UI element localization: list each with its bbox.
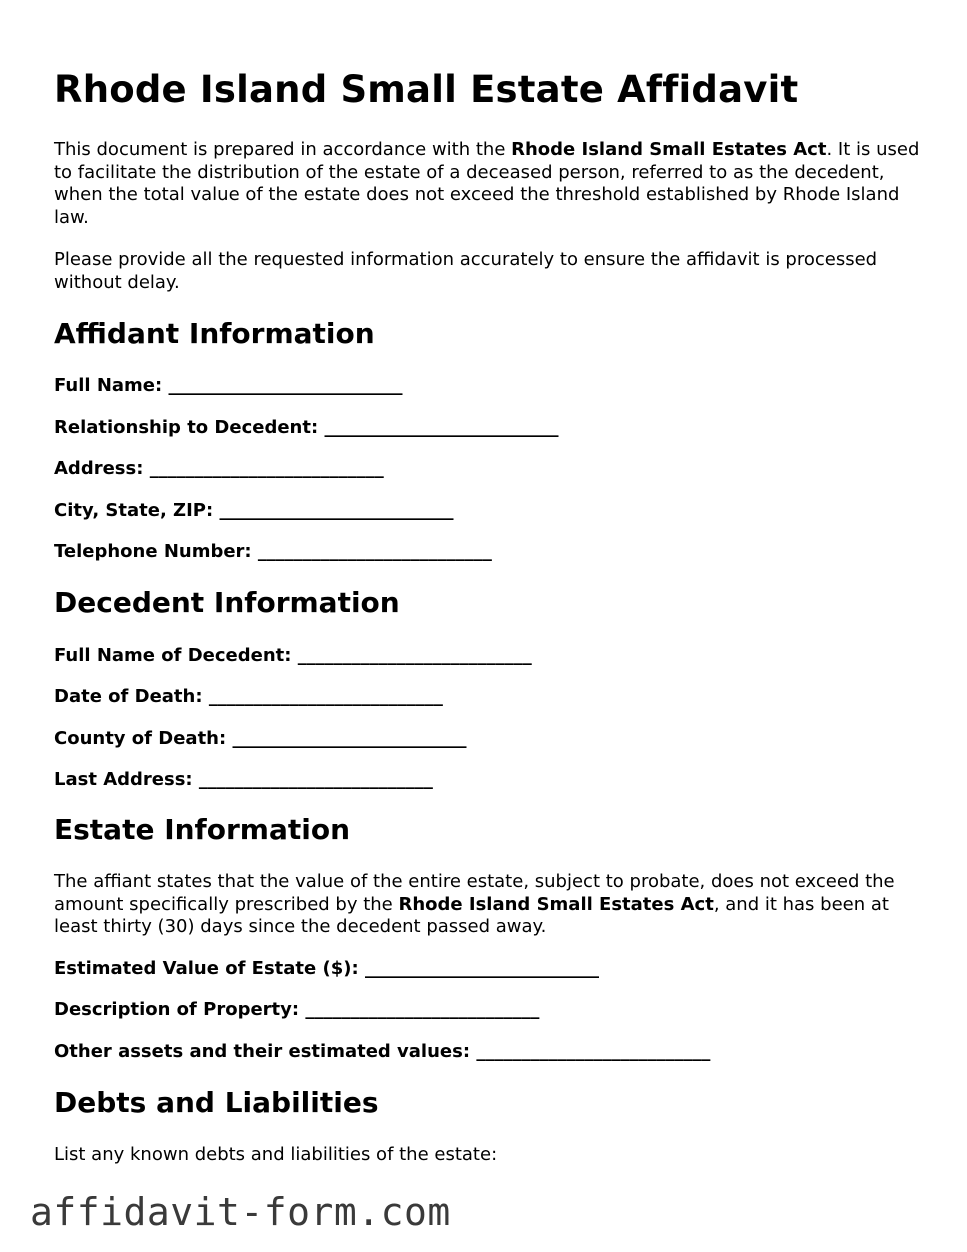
intro-text: This document is prepared in accordance with the (54, 139, 512, 160)
field-blank[interactable]: __________________________ (232, 728, 467, 749)
field-label: Relationship to Decedent: (54, 417, 319, 438)
field-blank[interactable]: __________________________ (476, 1041, 711, 1062)
field-label: Other assets and their estimated values: (54, 1041, 471, 1062)
field-blank[interactable]: __________________________ (257, 541, 492, 562)
instructions-paragraph: Please provide all the requested information accurately to ensure the affidavit is processed without delay. (54, 249, 878, 293)
estate-heading: Estate Information (54, 813, 350, 846)
field-label: Estimated Value of Estate ($): (54, 958, 359, 979)
last-address-field[interactable] (54, 769, 433, 790)
field-label: Date of Death: (54, 686, 203, 707)
field-label: City, State, ZIP: (54, 500, 214, 521)
date-of-death-field[interactable] (54, 686, 443, 707)
intro-text-continued: . It is used to facilitate the distribution of the estate of a deceased person, referred to as the decedent, when the total value of the estate does not exceed the threshold established by Rhode Island law. (54, 139, 920, 228)
field-label: Full Name: (54, 375, 163, 396)
field-blank[interactable]: __________________________ (364, 958, 599, 979)
intro-paragraph (54, 139, 924, 229)
field-label: Last Address: (54, 769, 193, 790)
estate-text-continued: , and it has been at least thirty (30) days since the decedent passed away. (54, 893, 889, 938)
field-label: Telephone Number: (54, 541, 252, 562)
field-blank[interactable]: __________________________ (198, 769, 433, 790)
field-blank[interactable]: __________________________ (219, 500, 454, 521)
field-label: Full Name of Decedent: (54, 645, 292, 666)
other-assets-field[interactable] (54, 1041, 710, 1062)
estimated-value-field[interactable] (54, 958, 599, 979)
field-label: Description of Property: (54, 999, 300, 1020)
debts-paragraph: List any known debts and liabilities of the estate: (54, 1144, 498, 1165)
field-blank[interactable]: __________________________ (149, 458, 384, 479)
affiant-address-field[interactable] (54, 458, 384, 479)
county-of-death-field[interactable] (54, 728, 466, 749)
description-of-property-field[interactable] (54, 999, 539, 1020)
field-label: Address: (54, 458, 144, 479)
affiant-relationship-field[interactable] (54, 417, 558, 438)
act-name: Rhode Island Small Estates Act (398, 893, 714, 915)
estate-paragraph (54, 871, 924, 939)
document-title: Rhode Island Small Estate Affidavit (54, 68, 799, 111)
affiant-heading: Affidant Information (54, 317, 375, 350)
affiant-city-state-zip-field[interactable] (54, 500, 453, 521)
estate-text: The affiant states that the value of the entire estate, subject to probate, does not exceed the amount specifically prescribed by the (54, 871, 895, 915)
field-blank[interactable]: __________________________ (324, 417, 559, 438)
decedent-heading: Decedent Information (54, 586, 400, 619)
field-blank[interactable]: __________________________ (208, 686, 443, 707)
decedent-full-name-field[interactable] (54, 645, 532, 666)
affiant-full-name-field[interactable] (54, 375, 402, 396)
site-watermark: affidavit-form.com (30, 1190, 451, 1234)
field-blank[interactable]: __________________________ (168, 375, 403, 396)
act-name: Rhode Island Small Estates Act (511, 139, 827, 160)
field-blank[interactable]: __________________________ (305, 999, 540, 1020)
affiant-telephone-field[interactable] (54, 541, 492, 562)
field-label: County of Death: (54, 728, 227, 749)
debts-heading: Debts and Liabilities (54, 1086, 379, 1119)
field-blank[interactable]: __________________________ (297, 645, 532, 666)
